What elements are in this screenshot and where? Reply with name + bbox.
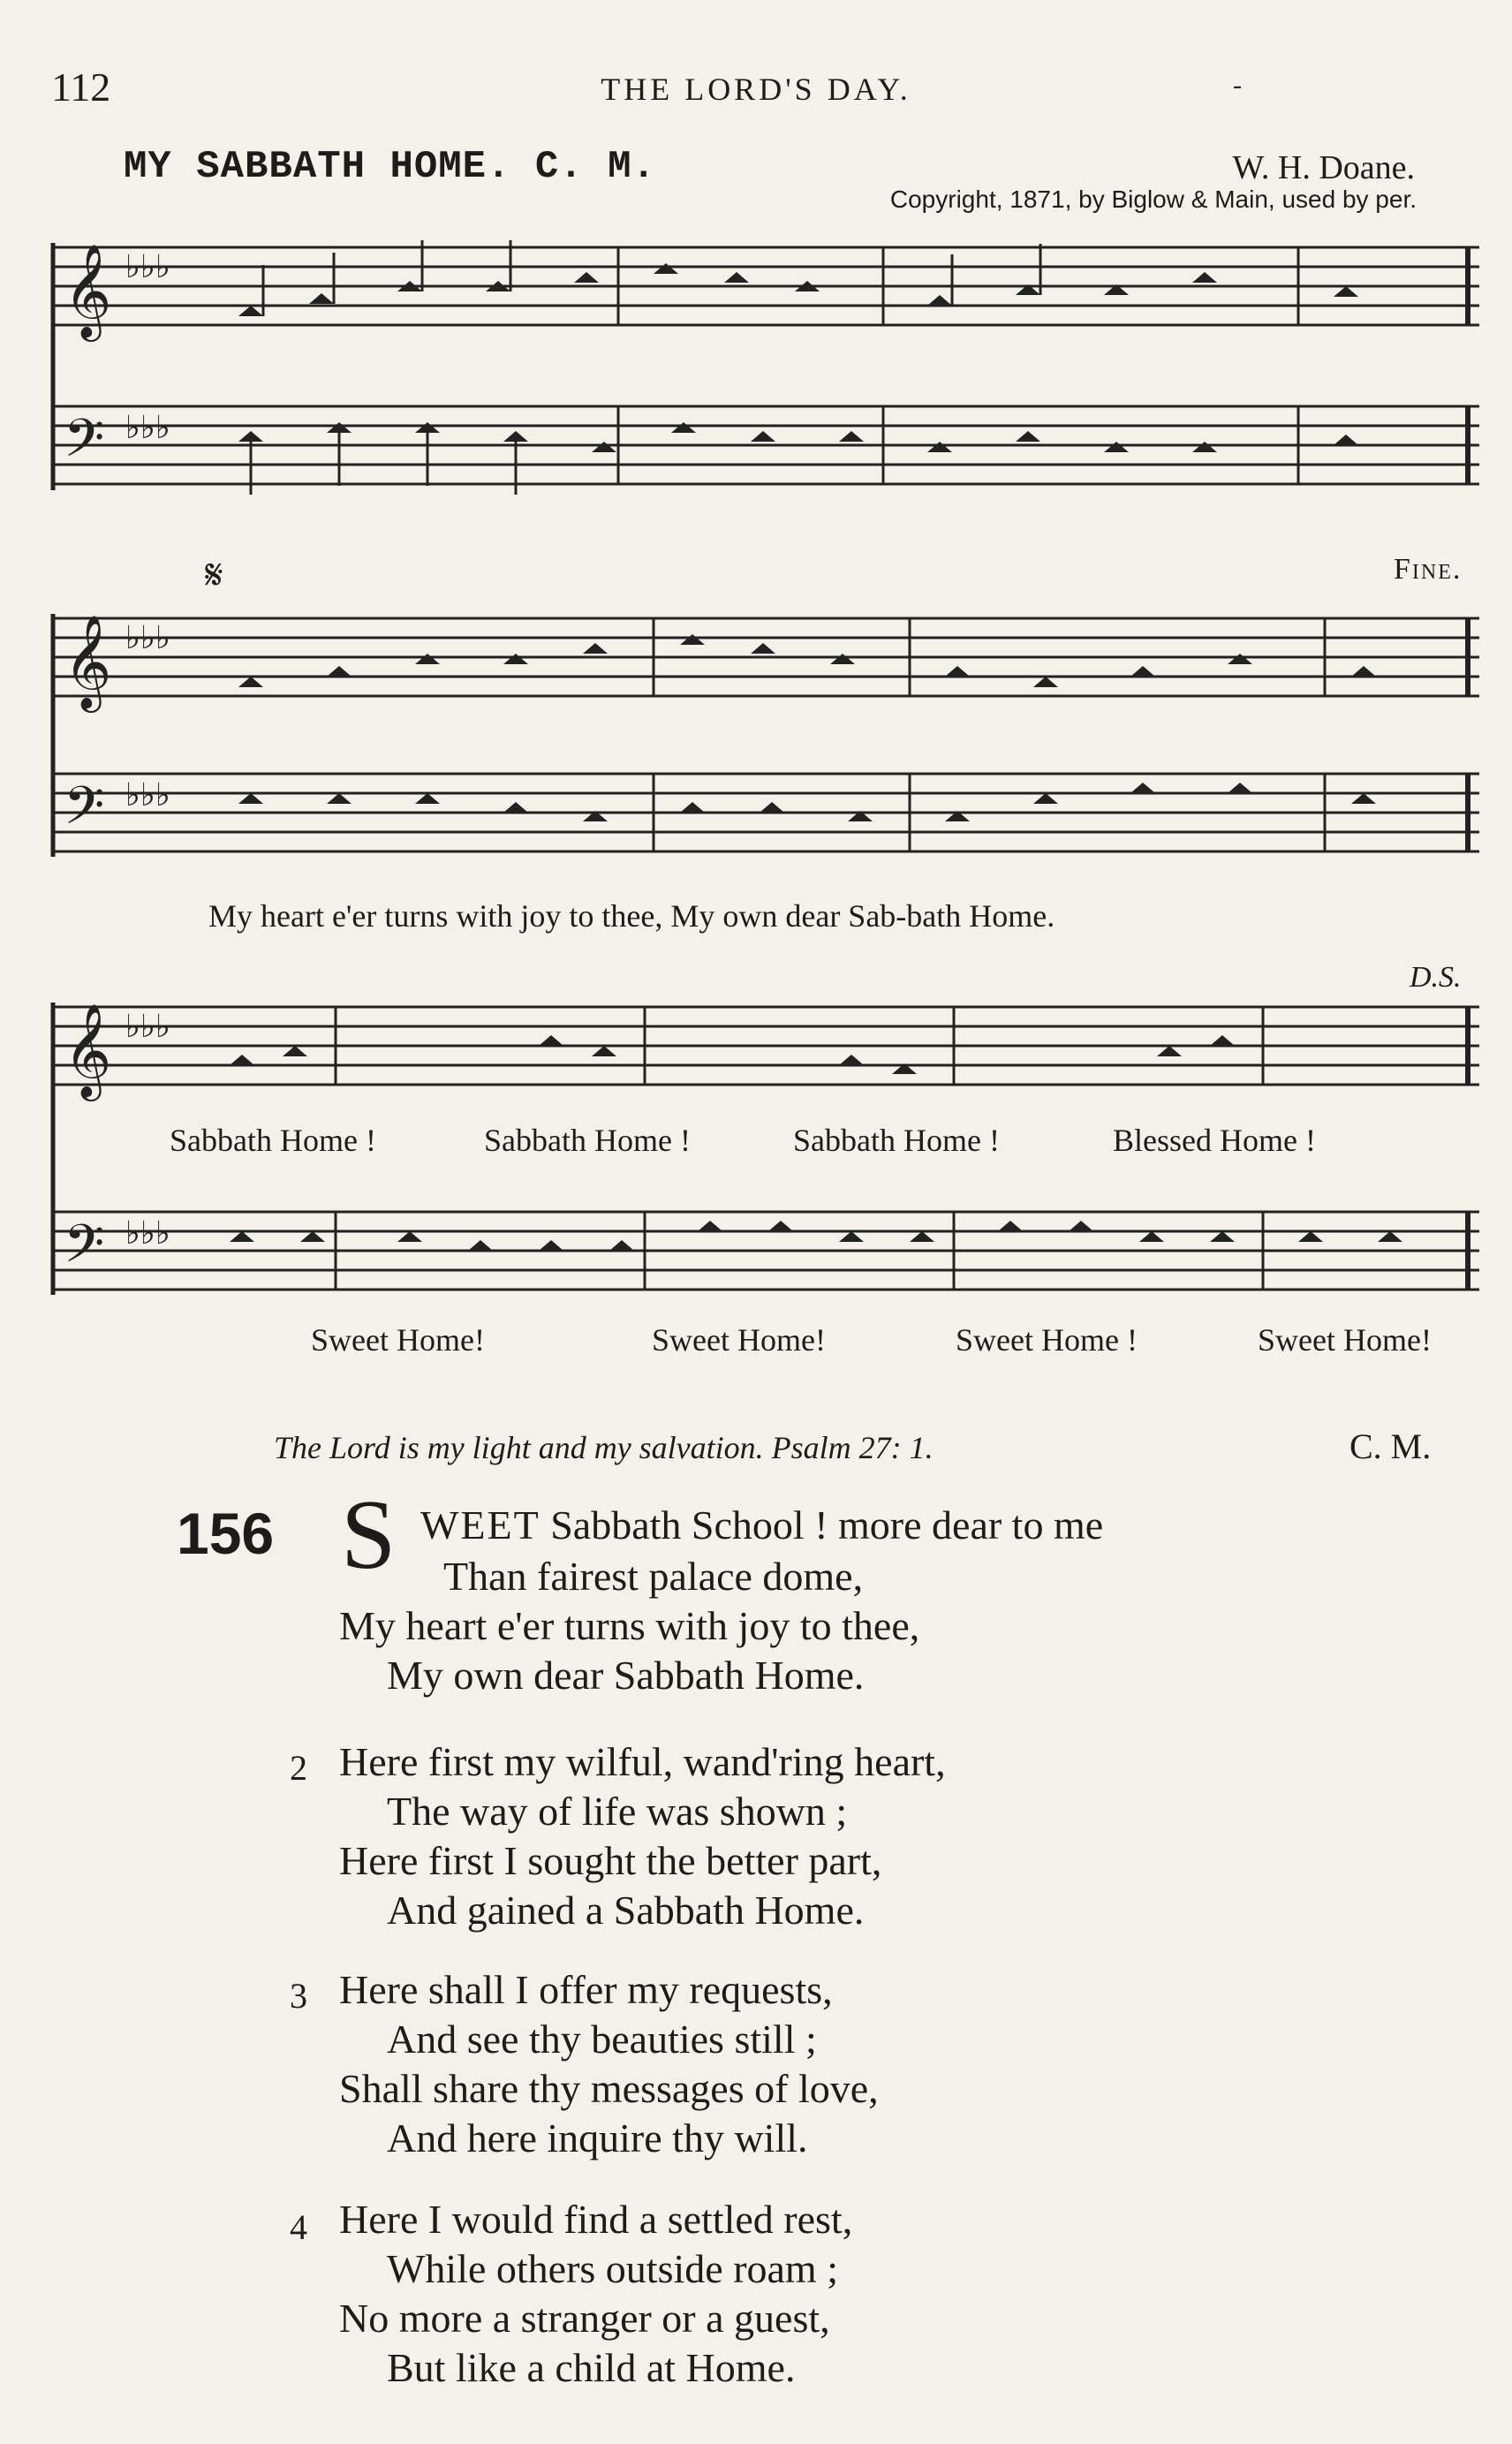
stanza-1-line-1 bbox=[420, 1502, 1103, 1548]
sabbath-home-lyric-3: Sabbath Home ! bbox=[793, 1123, 1000, 1158]
stanza-1-line-2: Than fairest palace dome, bbox=[443, 1554, 864, 1599]
stanza-4-line-2: While others outside roam ; bbox=[387, 2246, 838, 2291]
stanza-3-line-3: Shall share thy messages of love, bbox=[339, 2066, 879, 2111]
sweet-home-lyric-4: Sweet Home! bbox=[1258, 1322, 1432, 1358]
svg-text:𝄞: 𝄞 bbox=[64, 1005, 112, 1095]
hymn-meter: C. M. bbox=[1349, 1426, 1432, 1466]
svg-text:♭♭♭: ♭♭♭ bbox=[125, 410, 170, 445]
stanza-2-line-2: The way of life was shown ; bbox=[387, 1789, 848, 1834]
composer: W. H. Doane. bbox=[1232, 149, 1415, 186]
music-system-2 bbox=[44, 552, 1493, 934]
svg-text:𝄞: 𝄞 bbox=[64, 617, 112, 707]
stanza-3-line-4: And here inquire thy will. bbox=[387, 2115, 808, 2160]
svg-text:♭♭♭: ♭♭♭ bbox=[125, 620, 170, 655]
stanza-4-line-4: But like a child at Home. bbox=[387, 2345, 796, 2390]
system-2-lyrics: My heart e'er turns with joy to thee, My own dear Sab-bath Home. bbox=[208, 898, 1055, 934]
score-system-1 bbox=[44, 221, 1493, 512]
sabbath-home-lyric-1: Sabbath Home ! bbox=[170, 1123, 376, 1158]
stanza-4-number: 4 bbox=[290, 2207, 307, 2247]
blessed-home-lyric: Blessed Home ! bbox=[1113, 1123, 1316, 1158]
music-system-1 bbox=[44, 221, 1493, 512]
sabbath-home-lyric-2: Sabbath Home ! bbox=[484, 1123, 691, 1158]
stray-mark: - bbox=[1233, 71, 1242, 100]
stanza-4-line-3: No more a stranger or a guest, bbox=[339, 2296, 830, 2341]
svg-text:♭♭♭: ♭♭♭ bbox=[125, 1009, 170, 1044]
svg-text:𝄢: 𝄢 bbox=[64, 410, 105, 480]
svg-text:𝄢: 𝄢 bbox=[64, 1215, 105, 1286]
stanza-2-line-3: Here first I sought the better part, bbox=[339, 1838, 882, 1883]
sweet-home-lyric-2: Sweet Home! bbox=[652, 1322, 826, 1358]
running-title: THE LORD'S DAY. bbox=[601, 72, 911, 107]
page-number: 112 bbox=[51, 64, 111, 110]
stanza-2-line-1: Here first my wilful, wand'ring heart, bbox=[339, 1739, 946, 1784]
svg-text:♭♭♭: ♭♭♭ bbox=[125, 249, 170, 284]
hymn-number: 156 bbox=[177, 1501, 275, 1566]
stanza-3-line-2: And see thy beauties still ; bbox=[387, 2016, 817, 2062]
stanza-2-line-4: And gained a Sabbath Home. bbox=[387, 1888, 865, 1933]
stanza-1-line-3: My heart e'er turns with joy to thee, bbox=[339, 1603, 920, 1648]
fine-marking: Fine. bbox=[1394, 553, 1463, 586]
stanza-4-line-1: Here I would find a settled rest, bbox=[339, 2197, 853, 2242]
stanza-1-line-1-text: Sabbath School ! more dear to me bbox=[550, 1502, 1104, 1547]
drop-cap: S bbox=[341, 1480, 397, 1590]
stanza-1-first-word-rest: WEET bbox=[420, 1502, 541, 1547]
sweet-home-lyric-3: Sweet Home ! bbox=[956, 1322, 1138, 1358]
stanza-2-number: 2 bbox=[290, 1748, 307, 1788]
stanza-3-number: 3 bbox=[290, 1976, 307, 2016]
copyright-notice: Copyright, 1871, by Biglow & Main, used by per. bbox=[889, 185, 1417, 213]
svg-text:𝄢: 𝄢 bbox=[64, 777, 105, 848]
segno-sign: 𝄋 bbox=[205, 552, 223, 599]
scripture-reference: The Lord is my light and my salvation. Psalm 27: 1. bbox=[274, 1430, 934, 1465]
svg-text:♭♭♭: ♭♭♭ bbox=[125, 1215, 170, 1251]
ds-marking: D.S. bbox=[1410, 961, 1462, 994]
svg-text:𝄞: 𝄞 bbox=[64, 246, 112, 336]
sweet-home-lyric-1: Sweet Home! bbox=[311, 1322, 485, 1358]
score-system-2 bbox=[44, 565, 1493, 866]
stanza-3-line-1: Here shall I offer my requests, bbox=[339, 1967, 833, 2012]
music-system-3 bbox=[44, 961, 1493, 1358]
svg-text:♭♭♭: ♭♭♭ bbox=[125, 777, 170, 813]
stanza-1-line-4: My own dear Sabbath Home. bbox=[387, 1653, 865, 1698]
tune-title: MY SABBATH HOME. C. M. bbox=[124, 145, 656, 189]
